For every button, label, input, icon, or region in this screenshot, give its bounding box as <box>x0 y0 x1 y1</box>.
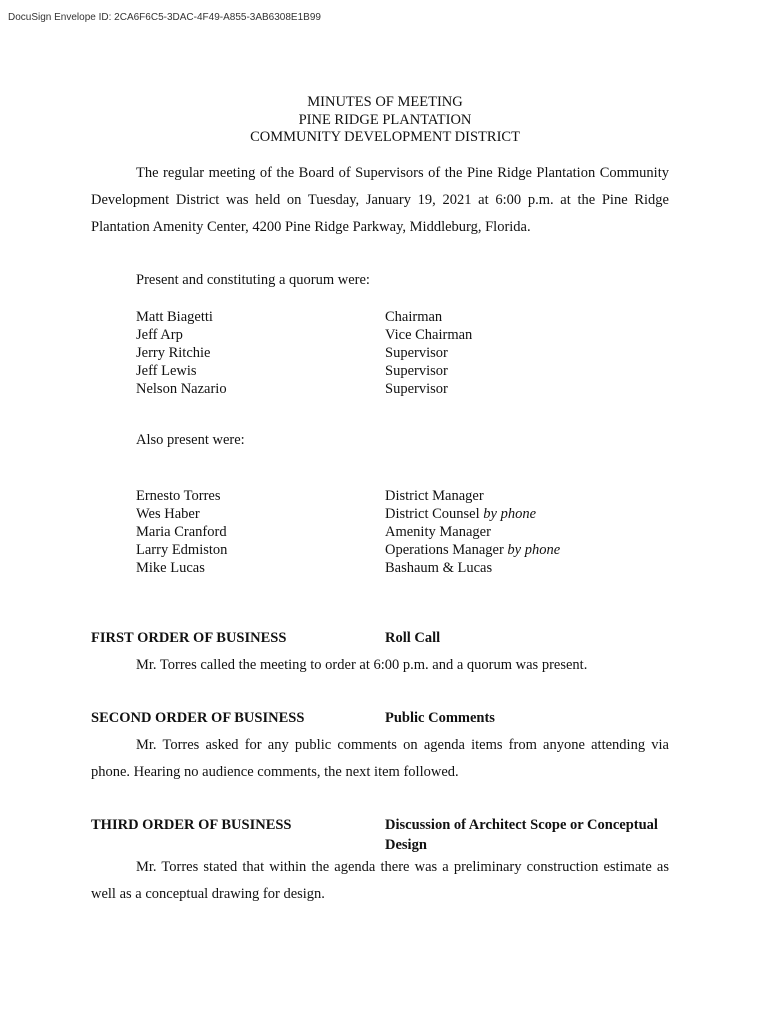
list-item <box>136 487 656 505</box>
list-item <box>136 559 656 577</box>
first-order-heading <box>91 628 671 648</box>
order-title: Discussion of Architect Scope or Conceptual Design <box>385 817 658 853</box>
third-order-text: Mr. Torres stated that within the agenda there was a preliminary construction estimate as well as a conceptual drawing for design. <box>91 859 669 902</box>
quorum-label: Present and constituting a quorum were: <box>136 272 370 288</box>
attendee-role: Supervisor <box>385 345 448 361</box>
list-item <box>136 344 656 362</box>
header-line-1: MINUTES OF MEETING <box>307 94 463 110</box>
attendee-name: Wes Haber <box>136 506 200 522</box>
header-line-3: COMMUNITY DEVELOPMENT DISTRICT <box>250 129 520 145</box>
attendee-role: Amenity Manager <box>385 524 491 540</box>
first-order-text: Mr. Torres called the meeting to order at 6:00 p.m. and a quorum was present. <box>136 657 588 673</box>
order-label: SECOND ORDER OF BUSINESS <box>91 710 305 726</box>
attendee-name: Jeff Lewis <box>136 363 197 379</box>
second-order-paragraph <box>91 732 669 786</box>
attendee-role: District Counsel <box>385 506 480 522</box>
attendee-name: Jerry Ritchie <box>136 345 211 361</box>
order-title: Roll Call <box>385 630 441 646</box>
list-item <box>136 505 656 523</box>
list-item <box>136 362 656 380</box>
docusign-envelope-id: DocuSign Envelope ID: 2CA6F6C5-3DAC-4F49-A855-3AB6308E1B99 <box>8 12 321 23</box>
others-list <box>136 487 656 577</box>
order-label: THIRD ORDER OF BUSINESS <box>91 817 292 833</box>
attendee-name: Nelson Nazario <box>136 381 227 397</box>
attendance-note: by phone <box>507 542 561 558</box>
list-item <box>136 308 656 326</box>
order-title: Public Comments <box>385 710 495 726</box>
also-present-label: Also present were: <box>136 432 245 448</box>
intro-text: The regular meeting of the Board of Supervisors of the Pine Ridge Plantation Community Development District was held on Tuesday, January 19, 2021 at 6:00 p.m. at the Pine Ridge Plantation Amenity Center, 4200 Pine Ridge Parkway, Middleburg, Florida. <box>91 165 669 235</box>
list-item <box>136 380 656 398</box>
intro-paragraph <box>91 160 669 241</box>
attendee-role: Supervisor <box>385 363 448 379</box>
attendee-name: Jeff Arp <box>136 327 183 343</box>
attendee-role: Bashaum & Lucas <box>385 560 493 576</box>
attendee-name: Ernesto Torres <box>136 488 221 504</box>
attendee-role: Supervisor <box>385 381 448 397</box>
attendee-name: Maria Cranford <box>136 524 227 540</box>
third-order-heading <box>91 815 671 855</box>
header-line-2: PINE RIDGE PLANTATION <box>298 111 472 128</box>
attendee-role: Vice Chairman <box>385 327 473 343</box>
document-header <box>0 94 770 147</box>
second-order-heading <box>91 708 671 728</box>
second-order-text: Mr. Torres asked for any public comments on agenda items from anyone attending via phone. Hearing no audience comments, the next item followed. <box>91 737 669 780</box>
list-item <box>136 326 656 344</box>
attendee-name: Matt Biagetti <box>136 309 213 325</box>
attendance-note: by phone <box>483 506 537 522</box>
order-label: FIRST ORDER OF BUSINESS <box>91 630 287 646</box>
supervisors-list <box>136 308 656 398</box>
attendee-role: Chairman <box>385 309 443 325</box>
attendee-role: Operations Manager <box>385 542 504 558</box>
list-item <box>136 541 656 559</box>
attendee-role: District Manager <box>385 488 484 504</box>
first-order-paragraph <box>91 652 669 679</box>
attendee-name: Larry Edmiston <box>136 542 228 558</box>
attendee-name: Mike Lucas <box>136 560 205 576</box>
list-item <box>136 523 656 541</box>
third-order-paragraph <box>91 854 669 908</box>
